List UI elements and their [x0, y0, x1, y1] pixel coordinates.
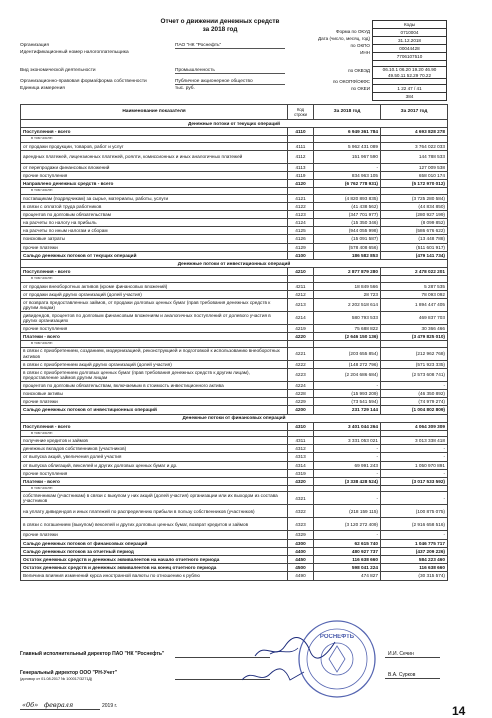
codes-header: Коды: [373, 21, 447, 29]
report-title: Отчет о движении денежных средств: [160, 18, 280, 25]
row-label: прочие платежи: [21, 398, 288, 406]
col-header-name: Наименование показателя: [21, 105, 288, 120]
legal-form-label: Организационно-правовая форма/форма собственности: [20, 79, 147, 84]
table-row: [21, 227, 448, 235]
row-code: 4211: [288, 282, 314, 290]
value-2018: 62 615 740: [314, 539, 381, 547]
value-2018: (3 338 428 524): [314, 478, 381, 486]
row-label: дивидендов, процентов по долговым финансовым вложениям и аналогичных поступлений от долевого участия в других организациях: [21, 311, 288, 324]
row-code: 4129: [288, 243, 314, 251]
value-2018: 28 723: [314, 290, 381, 298]
row-code: 4110: [288, 128, 314, 136]
row-code: 4214: [288, 311, 314, 324]
row-code: 4312: [288, 445, 314, 453]
section-title: Денежные потоки от инвестиционных операций: [21, 260, 448, 268]
row-code: 4450: [288, 555, 314, 563]
value-2018: 598 041 224: [314, 564, 381, 572]
organization-label: Организация: [20, 43, 49, 48]
col-header-2018: За 2018 год: [314, 105, 381, 120]
row-code: 4400: [288, 547, 314, 555]
okopf-code: 1 22 47 / 41: [373, 85, 447, 93]
value-2017: (74 979 274): [381, 398, 448, 406]
row-label: Направлено денежных средств - всего: [21, 180, 288, 188]
value-2017: 78 093 092: [381, 290, 448, 298]
row-label: процентов по долговым обязательствам, включаемым в стоимость инвестиционного актива: [21, 381, 288, 389]
value-2017: 469 837 703: [381, 311, 448, 324]
row-code: 4228: [288, 389, 314, 397]
including-label: в том числе:: [21, 341, 288, 347]
row-label: арендных платежей, лицензионных платежей, роялти, комиссионных и иных аналогичных платежей: [21, 150, 288, 163]
value-2018: 480 927 737: [314, 547, 381, 555]
row-code: 4124: [288, 219, 314, 227]
row-code: 4500: [288, 564, 314, 572]
value-2018: -: [314, 445, 381, 453]
row-label: Остаток денежных средств и денежных эквивалентов на конец отчетного периода: [21, 564, 288, 572]
table-row: [21, 453, 448, 461]
value-2018: 6 949 361 784: [314, 128, 381, 136]
accountant-title: Генеральный директор ООО "РН-Учет": [20, 670, 118, 676]
table-row: [21, 539, 448, 547]
table-row: [21, 564, 448, 572]
including-label: в том числе:: [21, 430, 288, 436]
report-date: 31.12.2018: [373, 37, 447, 45]
row-label: в связи с приобретением акций других организаций (долей участия): [21, 360, 288, 368]
value-2017: (3 017 533 592): [381, 478, 448, 486]
value-2018: 474 827: [314, 572, 381, 580]
row-code: 4320: [288, 478, 314, 486]
value-2018: -: [314, 453, 381, 461]
okpo-label: по ОКПО: [350, 43, 370, 48]
value-2018: (15 350 346): [314, 219, 381, 227]
row-label: от перепродажи финансовых вложений: [21, 163, 288, 171]
table-row: [21, 360, 448, 368]
value-2017: -: [381, 492, 448, 505]
row-label: Сальдо денежных потоков от финансовых операций: [21, 539, 288, 547]
value-2018: -: [314, 492, 381, 505]
value-2017: (100 875 075): [381, 505, 448, 518]
sign-date-year: 2019 г.: [102, 703, 118, 709]
row-label: от продажи продукции, товаров, работ и услуг: [21, 142, 288, 150]
row-label: Платежи - всего: [21, 478, 288, 486]
value-2018: (203 655 854): [314, 347, 381, 360]
row-code: 4210: [288, 268, 314, 276]
value-2017: -: [381, 453, 448, 461]
row-label: Поступления - всего: [21, 422, 288, 430]
value-2018: 3 401 044 264: [314, 422, 381, 430]
row-code: 4100: [288, 251, 314, 259]
okud-label: Форма по ОКУД: [335, 29, 370, 34]
cash-flow-table: [20, 104, 448, 581]
value-2018: 580 793 533: [314, 311, 381, 324]
value-2018: 75 688 822: [314, 324, 381, 332]
value-2017: 1 046 775 717: [381, 539, 448, 547]
col-header-2017: За 2017 год: [381, 105, 448, 120]
row-label: поставщикам (подрядчикам) за сырье, материалы, работы, услуги: [21, 194, 288, 202]
value-2017: -: [381, 531, 448, 539]
value-2017: (479 141 734): [381, 251, 448, 259]
value-2018: (218 159 115): [314, 505, 381, 518]
value-2018: (15 091 587): [314, 235, 381, 243]
sign-date-day: «06»: [22, 701, 39, 709]
row-code: 4221: [288, 347, 314, 360]
value-2017: 127 009 538: [381, 163, 448, 171]
row-label: Платежи - всего: [21, 333, 288, 341]
value-2017: -: [381, 445, 448, 453]
row-code: 4314: [288, 461, 314, 469]
table-row: [21, 347, 448, 360]
row-label: прочие платежи: [21, 531, 288, 539]
value-2018: 186 582 853: [314, 251, 381, 259]
value-2018: 2 877 879 280: [314, 268, 381, 276]
value-2018: -: [314, 381, 381, 389]
value-2017: (212 962 768): [381, 347, 448, 360]
unit-label: Единица измерения: [20, 86, 65, 91]
table-row: [21, 235, 448, 243]
value-2017: (586 676 622): [381, 227, 448, 235]
value-2018: (41 438 562): [314, 202, 381, 210]
including-label: в том числе:: [21, 276, 288, 282]
table-row: [21, 555, 448, 563]
row-code: 4120: [288, 180, 314, 188]
unit-value: тыс. руб.: [175, 86, 195, 91]
okved-code-2: 49.50.11 52.29 70.22: [387, 72, 432, 78]
legal-form-value: Публичное акционерное общество: [175, 79, 253, 84]
table-row: [21, 333, 448, 341]
table-row: [21, 422, 448, 430]
including-label: в том числе:: [21, 188, 288, 194]
table-row: [21, 282, 448, 290]
table-row: [21, 180, 448, 188]
row-code: 4113: [288, 163, 314, 171]
table-row: [21, 469, 448, 477]
row-label: поисковые затраты: [21, 235, 288, 243]
value-2017: 1 050 970 891: [381, 461, 448, 469]
row-label: от выпуска облигаций, векселей и других долговых ценных бумаг и др.: [21, 461, 288, 469]
table-row: [21, 324, 448, 332]
table-row: [21, 398, 448, 406]
including-label: в том числе:: [21, 486, 288, 492]
okei-code: 384: [373, 93, 447, 101]
value-2017: (3 725 280 584): [381, 194, 448, 202]
value-2017: (2 573 608 741): [381, 368, 448, 381]
row-label: на расчеты по налогу на прибыль: [21, 219, 288, 227]
row-code: 4223: [288, 368, 314, 381]
row-code: 4219: [288, 324, 314, 332]
table-row: [21, 163, 448, 171]
value-2017: 5 287 535: [381, 282, 448, 290]
row-label: Сальдо денежных потоков от инвестиционных операций: [21, 406, 288, 414]
table-row: [21, 505, 448, 518]
table-row: [21, 518, 448, 531]
table-row: [21, 128, 448, 136]
row-label: Остаток денежных средств и денежных эквивалентов на начало отчетного периода: [21, 555, 288, 563]
row-code: 4126: [288, 235, 314, 243]
row-label: получение кредитов и займов: [21, 437, 288, 445]
row-label: собственникам (участникам) в связи с выкупом у них акций (долей участия) организации или их выходом из состава участников: [21, 492, 288, 505]
value-2018: 5 962 431 089: [314, 142, 381, 150]
row-label: от выпуска акций, увеличения долей участия: [21, 453, 288, 461]
row-code: 4329: [288, 531, 314, 539]
row-label: от продажи внеоборотных активов (кроме финансовых вложений): [21, 282, 288, 290]
value-2017: 30 366 466: [381, 324, 448, 332]
okei-label: по ОКЕИ: [351, 86, 370, 91]
company-stamp: [296, 618, 378, 700]
row-label: на расчеты по иным налогам и сборам: [21, 227, 288, 235]
row-label: Сальдо денежных потоков за отчетный период: [21, 547, 288, 555]
okved-code-1: 06.10.1 06.20 19.20 46.90: [382, 67, 437, 72]
value-2018: (6 762 778 931): [314, 180, 381, 188]
value-2017: 116 638 660: [381, 564, 448, 572]
date-label: Дата (число, месяц, год): [318, 36, 370, 41]
value-2017: 4 064 309 309: [381, 422, 448, 430]
section-header-row: [21, 414, 448, 422]
table-row: [21, 171, 448, 179]
row-label: от возврата предоставленных займов, от продажи долговых ценных бумаг (прав требования денежных средств к другим лицам): [21, 298, 288, 311]
ceo-name: И.И. Сечин: [388, 651, 414, 657]
table-row: [21, 461, 448, 469]
row-label: прочие поступления: [21, 324, 288, 332]
value-2017: (8 099 852): [381, 219, 448, 227]
section-header-row: [21, 120, 448, 128]
value-2018: 151 967 590: [314, 150, 381, 163]
value-2018: 2 202 518 614: [314, 298, 381, 311]
row-label: в связи с оплатой труда работников: [21, 202, 288, 210]
report-period: за 2018 год: [202, 26, 238, 33]
value-2018: 834 963 105: [314, 171, 381, 179]
table-row: [21, 406, 448, 414]
value-2017: (13 448 788): [381, 235, 448, 243]
row-code: 4213: [288, 298, 314, 311]
row-code: 4220: [288, 333, 314, 341]
value-2017: (280 927 199): [381, 210, 448, 218]
table-row: [21, 142, 448, 150]
table-row: [21, 290, 448, 298]
inn-code: 7706107510: [373, 53, 447, 61]
row-code: 4310: [288, 422, 314, 430]
value-2018: 69 991 243: [314, 461, 381, 469]
row-label: Поступления - всего: [21, 128, 288, 136]
value-2017: 2 478 022 201: [381, 268, 448, 276]
row-code: 4321: [288, 492, 314, 505]
organization-value: ПАО "НК "Роснефть": [175, 43, 222, 48]
row-label: Величина влияния изменений курса иностранной валюты по отношению к рублю: [21, 572, 288, 580]
table-row: [21, 210, 448, 218]
inn-label: ИНН: [360, 50, 370, 55]
value-2018: (2 204 686 684): [314, 368, 381, 381]
row-label: на уплату дивидендов и иных платежей по распределению прибыли в пользу собственников (участников): [21, 505, 288, 518]
row-code: 4212: [288, 290, 314, 298]
value-2018: 116 638 660: [314, 555, 381, 563]
row-code: 4319: [288, 469, 314, 477]
value-2018: -: [314, 469, 381, 477]
okopf-label: по ОКОПФ/ОКФС: [332, 79, 370, 84]
table-row: [21, 478, 448, 486]
row-label: в связи с погашением (выкупом) векселей и других долговых ценных бумаг, возврат кредитов и займов: [21, 518, 288, 531]
value-2017: -: [381, 469, 448, 477]
row-code: 4322: [288, 505, 314, 518]
row-label: от продажи акций других организаций (долей участия): [21, 290, 288, 298]
row-code: 4112: [288, 150, 314, 163]
value-2017: -: [381, 381, 448, 389]
table-row: [21, 268, 448, 276]
activity-value: Промышленность: [175, 68, 215, 73]
value-2017: (1 004 802 809): [381, 406, 448, 414]
table-row: [21, 437, 448, 445]
value-2018: -: [314, 531, 381, 539]
stamp-text: РОСНЕФТЬ: [319, 634, 355, 640]
accountant-note: (договор от 01.08.2017 № 100017/3271Д): [20, 677, 93, 681]
table-row: [21, 389, 448, 397]
page-number: 14: [452, 704, 466, 718]
section-title: Денежные потоки от финансовых операций: [21, 414, 448, 422]
value-2018: (347 701 977): [314, 210, 381, 218]
value-2017: (437 209 226): [381, 547, 448, 555]
value-2017: (511 601 917): [381, 243, 448, 251]
table-row: [21, 194, 448, 202]
col-header-code: Код строки: [288, 105, 314, 120]
row-code: 4121: [288, 194, 314, 202]
value-2018: 3 331 053 021: [314, 437, 381, 445]
row-code: 4313: [288, 453, 314, 461]
row-label: прочие поступления: [21, 171, 288, 179]
value-2017: (571 923 335): [381, 360, 448, 368]
value-2017: (5 172 970 012): [381, 180, 448, 188]
okud-code: 0710004: [373, 29, 447, 37]
row-label: Сальдо денежных потоков от текущих операций: [21, 251, 288, 259]
value-2018: (944 055 998): [314, 227, 381, 235]
value-2017: (2 916 658 516): [381, 518, 448, 531]
okved-label: по ОКВЭД: [348, 68, 370, 73]
value-2017: 4 693 828 278: [381, 128, 448, 136]
row-code: 4224: [288, 381, 314, 389]
row-code: 4122: [288, 202, 314, 210]
okpo-code: 00044428: [373, 45, 447, 53]
section-header-row: [21, 260, 448, 268]
value-2018: (15 993 209): [314, 389, 381, 397]
sign-date-month: февраля: [44, 701, 74, 709]
value-2018: (2 646 150 136): [314, 333, 381, 341]
row-code: 4300: [288, 539, 314, 547]
value-2018: (3 120 272 409): [314, 518, 381, 531]
codes-table: [372, 20, 447, 101]
inn-row-label: Идентификационный номер налогоплательщика: [20, 50, 129, 55]
table-row: [21, 492, 448, 505]
value-2017: (3 479 825 010): [381, 333, 448, 341]
value-2018: 18 849 566: [314, 282, 381, 290]
value-2018: (73 541 594): [314, 398, 381, 406]
row-label: в связи с приобретением, созданием, модернизацией, реконструкцией и подготовкой к использованию внеоборотных активов: [21, 347, 288, 360]
value-2018: (578 408 656): [314, 243, 381, 251]
table-row: [21, 572, 448, 580]
table-row: [21, 445, 448, 453]
row-code: 4111: [288, 142, 314, 150]
value-2017: 584 223 460: [381, 555, 448, 563]
section-title: Денежные потоки от текущих операций: [21, 120, 448, 128]
row-code: 4125: [288, 227, 314, 235]
row-code: 4490: [288, 572, 314, 580]
table-row: [21, 368, 448, 381]
row-label: процентов по долговым обязательствам: [21, 210, 288, 218]
row-code: 4222: [288, 360, 314, 368]
table-row: [21, 219, 448, 227]
value-2017: 3 764 022 033: [381, 142, 448, 150]
value-2017: (44 834 850): [381, 202, 448, 210]
row-label: прочие платежи: [21, 243, 288, 251]
table-row: [21, 381, 448, 389]
including-label: в том числе:: [21, 136, 288, 142]
table-row: [21, 298, 448, 311]
value-2017: 3 013 338 418: [381, 437, 448, 445]
value-2018: (148 272 796): [314, 360, 381, 368]
activity-label: Вид экономической деятельности: [20, 68, 96, 73]
row-code: 4200: [288, 406, 314, 414]
table-row: [21, 311, 448, 324]
table-row: [21, 150, 448, 163]
row-code: 4119: [288, 171, 314, 179]
row-label: в связи с приобретением долговых ценных бумаг (прав требования денежных средств к другим лицам), предоставление займов другим лицам: [21, 368, 288, 381]
value-2017: (46 350 892): [381, 389, 448, 397]
row-code: 4323: [288, 518, 314, 531]
table-row: [21, 251, 448, 259]
value-2017: 144 788 533: [381, 150, 448, 163]
value-2018: 231 729 144: [314, 406, 381, 414]
value-2018: (4 820 893 835): [314, 194, 381, 202]
table-row: [21, 243, 448, 251]
value-2018: -: [314, 163, 381, 171]
value-2017: 1 894 447 405: [381, 298, 448, 311]
accountant-name: В.А. Сурков: [388, 672, 416, 678]
table-row: [21, 531, 448, 539]
row-label: поисковые активы: [21, 389, 288, 397]
row-code: 4229: [288, 398, 314, 406]
value-2017: (30 315 574): [381, 572, 448, 580]
table-row: [21, 547, 448, 555]
value-2017: 658 010 174: [381, 171, 448, 179]
row-label: денежных вкладов собственников (участников): [21, 445, 288, 453]
table-row: [21, 202, 448, 210]
row-label: прочие поступления: [21, 469, 288, 477]
row-label: Поступления - всего: [21, 268, 288, 276]
row-code: 4311: [288, 437, 314, 445]
ceo-title: Главный исполнительный директор ПАО "НК "Роснефть": [20, 651, 165, 657]
row-code: 4123: [288, 210, 314, 218]
